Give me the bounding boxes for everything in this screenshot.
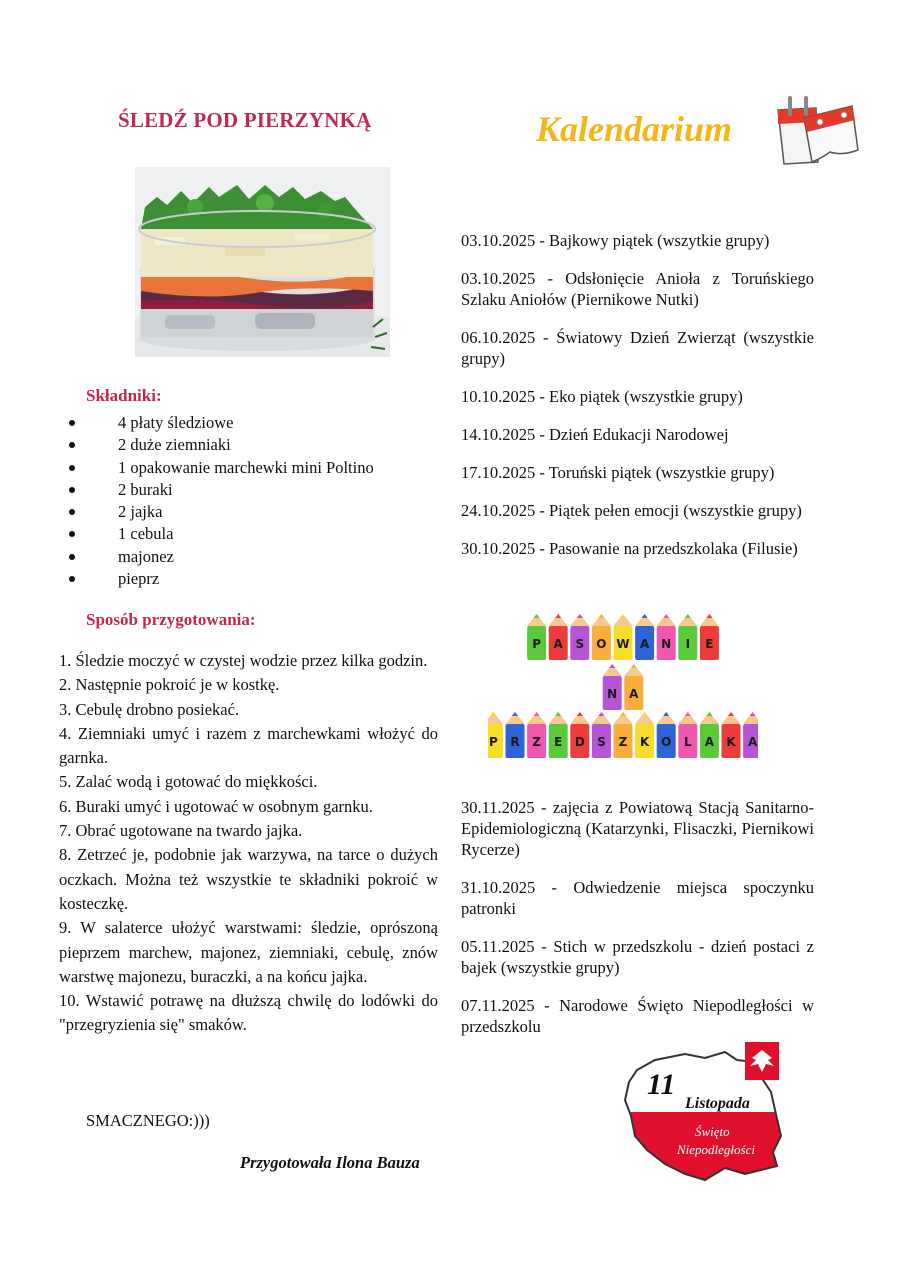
svg-text:K: K xyxy=(639,735,650,749)
pencil-letter xyxy=(635,712,654,758)
pencil-letter xyxy=(700,712,719,758)
step-item: 10. Wstawić potrawę na dłuższą chwilę do lodówki do "przegryzienia się" smaków. xyxy=(59,991,438,1035)
calendar-event: 05.11.2025 - Stich w przedszkolu - dzień postaci z bajek (wszystkie grupy) xyxy=(461,937,814,977)
step-item: 8. Zetrzeć je, podobnie jak warzywa, na tarce o dużych oczkach. Można też wszystkie te składniki pokroić w kosteczkę. xyxy=(59,845,438,913)
svg-text:A: A xyxy=(704,735,715,749)
svg-text:P: P xyxy=(532,637,541,651)
calendar-event: 14.10.2025 - Dzień Edukacji Narodowej xyxy=(461,425,729,444)
pencil-letter xyxy=(743,712,758,758)
calendar-event: 07.11.2025 - Narodowe Święto Niepodległości w przedszkolu xyxy=(461,996,814,1036)
closing-text: SMACZNEGO:))) xyxy=(86,1111,210,1130)
pencil-letter xyxy=(635,614,654,660)
pencil-letter xyxy=(549,614,568,660)
svg-text:S: S xyxy=(597,735,606,749)
pencil-letter xyxy=(527,614,546,660)
svg-text:N: N xyxy=(607,687,618,701)
graphic-month: Listopada xyxy=(685,1095,750,1112)
pencil-letter xyxy=(488,712,503,758)
pencil-letter xyxy=(506,712,525,758)
svg-text:E: E xyxy=(554,735,563,749)
graphic-day-number: 11 xyxy=(647,1068,676,1101)
calendar-events-november xyxy=(461,797,814,1054)
preparation-steps xyxy=(59,649,438,1038)
ingredient-item: 2 duże ziemniaki xyxy=(66,434,374,456)
preparation-heading: Sposób przygotowania: xyxy=(86,610,256,629)
svg-text:A: A xyxy=(747,735,758,749)
svg-text:Z: Z xyxy=(532,735,541,749)
ingredients-heading: Składniki: xyxy=(86,386,162,405)
step-item: 2. Następnie pokroić je w kostkę. xyxy=(59,675,280,695)
pencil-letter xyxy=(657,614,676,660)
salad-image xyxy=(135,167,390,357)
step-item: 5. Zalać wodą i gotować do miękkości. xyxy=(59,772,318,792)
ingredient-item: 2 jajka xyxy=(66,501,374,523)
svg-text:W: W xyxy=(616,637,630,651)
pencil-letter xyxy=(614,614,633,660)
svg-text:R: R xyxy=(510,735,520,749)
pasowanie-pencil-banner xyxy=(488,608,758,758)
calendar-title: Kalendarium xyxy=(536,109,733,149)
step-item: 3. Cebulę drobno posiekać. xyxy=(59,699,240,719)
calendar-event: 30.10.2025 - Pasowanie na przedszkolaka (Filusie) xyxy=(461,539,798,558)
author-credit: Przygotowała Ilona Bauza xyxy=(240,1153,420,1172)
pencil-letter xyxy=(678,712,697,758)
calendar-events-october xyxy=(461,230,814,576)
pencil-letter xyxy=(614,712,633,758)
pencil-letter xyxy=(657,712,676,758)
pencil-letter xyxy=(570,614,589,660)
pencil-letter xyxy=(722,712,741,758)
calendar-pages-icon xyxy=(772,92,864,168)
svg-text:S: S xyxy=(575,637,585,651)
ingredients-list xyxy=(66,412,374,590)
graphic-line2: Niepodległości xyxy=(677,1142,755,1157)
svg-text:D: D xyxy=(574,735,585,749)
ingredient-item: 2 buraki xyxy=(66,479,374,501)
svg-text:O: O xyxy=(596,637,607,651)
pencil-letter xyxy=(549,712,568,758)
svg-text:K: K xyxy=(726,735,736,749)
ingredient-item: 1 opakowanie marchewki mini Poltino xyxy=(66,457,374,479)
svg-text:Z: Z xyxy=(618,735,628,749)
ingredient-item: pieprz xyxy=(66,568,374,590)
step-item: 6. Buraki umyć i ugotować w osobnym garnku. xyxy=(59,796,373,816)
svg-text:O: O xyxy=(661,735,672,749)
calendar-event: 30.11.2025 - zajęcia z Powiatową Stacją Sanitarno-Epidemiologiczną (Katarzynki, Flisaczki, Piernikowi Rycerze) xyxy=(461,798,814,859)
calendar-event: 06.10.2025 - Światowy Dzień Zwierząt (wszystkie grupy) xyxy=(461,328,814,368)
pencil-letter xyxy=(678,614,697,660)
pencil-letter xyxy=(624,664,643,710)
ingredient-item: 4 płaty śledziowe xyxy=(66,412,374,434)
svg-text:E: E xyxy=(705,637,714,651)
pencil-letter xyxy=(570,712,589,758)
calendar-event: 31.10.2025 - Odwiedzenie miejsca spoczynku patronki xyxy=(461,878,814,918)
recipe-title: ŚLEDŹ POD PIERZYNKĄ xyxy=(118,108,372,132)
calendar-event: 17.10.2025 - Toruński piątek (wszystkie grupy) xyxy=(461,463,775,482)
graphic-line1: Święto xyxy=(695,1124,730,1139)
svg-text:N: N xyxy=(661,637,672,651)
step-item: 1. Śledzie moczyć w czystej wodzie przez kilka godzin. xyxy=(59,651,428,670)
svg-text:A: A xyxy=(639,637,650,651)
calendar-event: 10.10.2025 - Eko piątek (wszystkie grupy) xyxy=(461,387,743,406)
svg-text:I: I xyxy=(685,637,691,651)
pencil-letter xyxy=(592,614,611,660)
step-item: 4. Ziemniaki umyć i razem z marchewkami włożyć do garnka. xyxy=(59,723,438,768)
svg-text:A: A xyxy=(553,637,563,651)
svg-text:P: P xyxy=(489,735,498,749)
ingredient-item: majonez xyxy=(66,546,374,568)
svg-text:L: L xyxy=(683,735,692,749)
independence-day-graphic xyxy=(585,1040,825,1190)
pencil-letter xyxy=(603,664,622,710)
ingredient-item: 1 cebula xyxy=(66,523,374,545)
calendar-event: 03.10.2025 - Odsłonięcie Anioła z Toruńskiego Szlaku Aniołów (Piernikowe Nutki) xyxy=(461,269,814,309)
svg-text:A: A xyxy=(629,687,639,701)
step-item: 7. Obrać ugotowane na twardo jajka. xyxy=(59,821,303,841)
step-item: 9. W salaterce ułożyć warstwami: śledzie, oprószoną pieprzem marchew, majonez, ziemniaki, cebulę, znów warstwę majonezu, buraczki, a na końcu jajka. xyxy=(59,918,438,986)
pencil-letter xyxy=(527,712,546,758)
calendar-event: 24.10.2025 - Piątek pełen emocji (wszystkie grupy) xyxy=(461,501,802,520)
pencil-letter xyxy=(700,614,719,660)
pencil-letter xyxy=(592,712,611,758)
calendar-event: 03.10.2025 - Bajkowy piątek (wszytkie grupy) xyxy=(461,231,770,250)
